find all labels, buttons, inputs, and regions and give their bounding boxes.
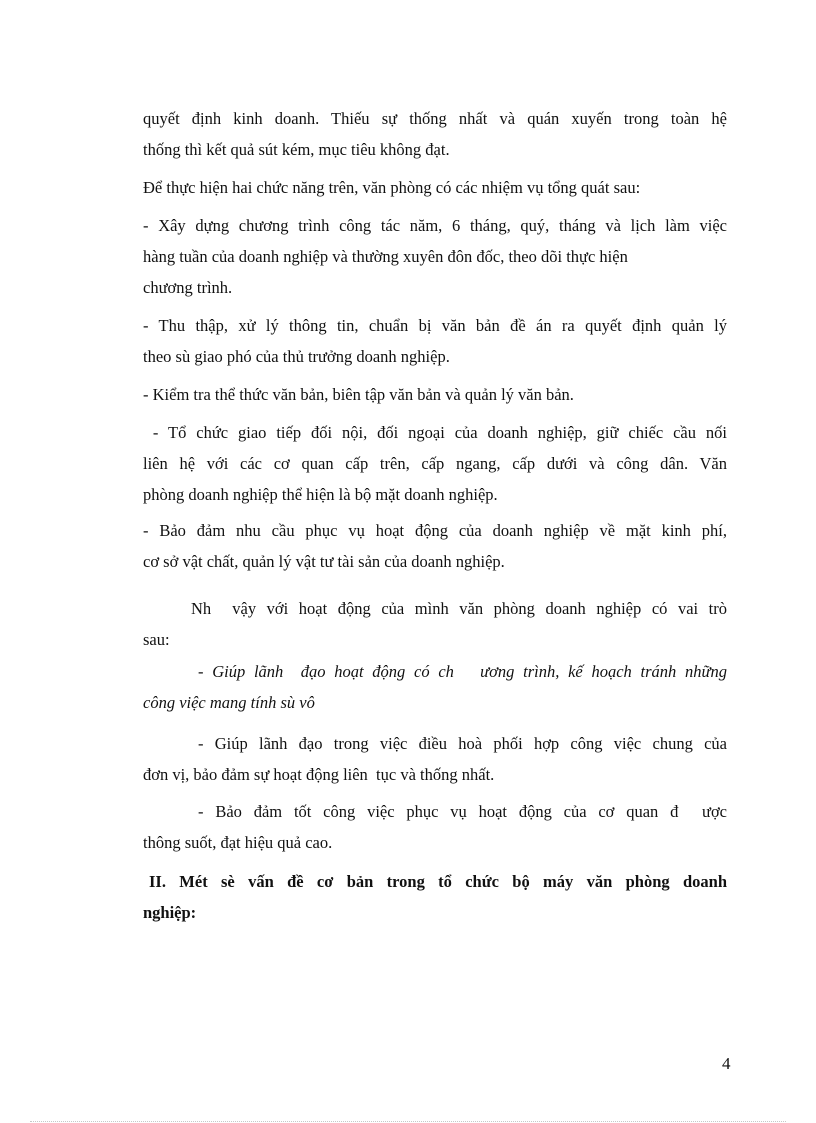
paragraph-task-logistics: [143, 515, 727, 577]
paragraph-business-decisions: [143, 103, 727, 165]
page-bottom-divider: [30, 1121, 786, 1122]
text-line: công việc mang tính sù vô: [143, 693, 315, 712]
text-line: thông suốt, đạt hiệu quả cao.: [143, 833, 333, 852]
text-line: - Xây dựng chương trình công tác năm, 6 tháng, quý, tháng và lịch làm việc: [143, 216, 727, 235]
text-line: - Giúp lãnh đạo hoạt động có ch ương trình, kế hoạch tránh những: [198, 662, 727, 681]
paragraph-roles-intro: [143, 593, 727, 655]
text-line: hàng tuần của doanh nghiệp và thường xuyên đôn đốc, theo dõi thực hiện: [143, 247, 628, 266]
text-line: cơ sở vật chất, quản lý vật tư tài sản của doanh nghiệp.: [143, 552, 505, 571]
text-line: liên hệ với các cơ quan cấp trên, cấp ngang, cấp dưới và công dân. Văn: [143, 454, 727, 473]
paragraph-task-program: [143, 210, 727, 303]
heading-line: II. Mét sè vấn đề cơ bản trong tổ chức bộ máy văn phòng doanh: [149, 872, 727, 891]
text-line: Nh vậy với hoạt động của mình văn phòng doanh nghiệp có vai trò: [191, 599, 727, 618]
text-line: quyết định kinh doanh. Thiếu sự thống nhất và quán xuyến trong toàn hệ: [143, 109, 727, 128]
text-line: - Bảo đảm tốt công việc phục vụ hoạt động của cơ quan đ ược: [198, 802, 727, 821]
text-line: phòng doanh nghiệp thể hiện là bộ mặt doanh nghiệp.: [143, 485, 498, 504]
text-line: chương trình.: [143, 278, 233, 297]
paragraph-role-service: [143, 796, 727, 858]
paragraph-general-tasks-intro: [143, 172, 727, 203]
page-number: 4: [722, 1054, 731, 1073]
text-line: Để thực hiện hai chức năng trên, văn phòng có các nhiệm vụ tổng quát sau:: [143, 178, 641, 197]
paragraph-role-coordination: [143, 728, 727, 790]
heading-line: nghiệp:: [143, 903, 197, 922]
text-line: - Thu thập, xử lý thông tin, chuẩn bị văn bản đề án ra quyết định quản lý: [143, 316, 727, 335]
text-line: thống thì kết quả sút kém, mục tiêu không đạt.: [143, 140, 450, 159]
paragraph-task-communication: [143, 417, 727, 510]
text-line: đơn vị, bảo đảm sự hoạt động liên tục và thống nhất.: [143, 765, 495, 784]
paragraph-task-documents: [143, 379, 727, 410]
paragraph-role-planning: [143, 656, 727, 718]
text-line: - Giúp lãnh đạo trong việc điều hoà phối hợp công việc chung của: [198, 734, 727, 753]
text-line: - Kiểm tra thể thức văn bản, biên tập văn bản và quản lý văn bản.: [143, 385, 574, 404]
text-line: - Bảo đảm nhu cầu phục vụ hoạt động của doanh nghiệp về mặt kinh phí,: [143, 521, 727, 540]
paragraph-task-information: [143, 310, 727, 372]
text-line: - Tổ chức giao tiếp đối nội, đối ngoại của doanh nghiệp, giữ chiếc cầu nối: [143, 423, 727, 442]
text-line: sau:: [143, 630, 170, 649]
section-heading: [143, 866, 727, 928]
text-line: theo sù giao phó của thủ trưởng doanh nghiệp.: [143, 347, 450, 366]
